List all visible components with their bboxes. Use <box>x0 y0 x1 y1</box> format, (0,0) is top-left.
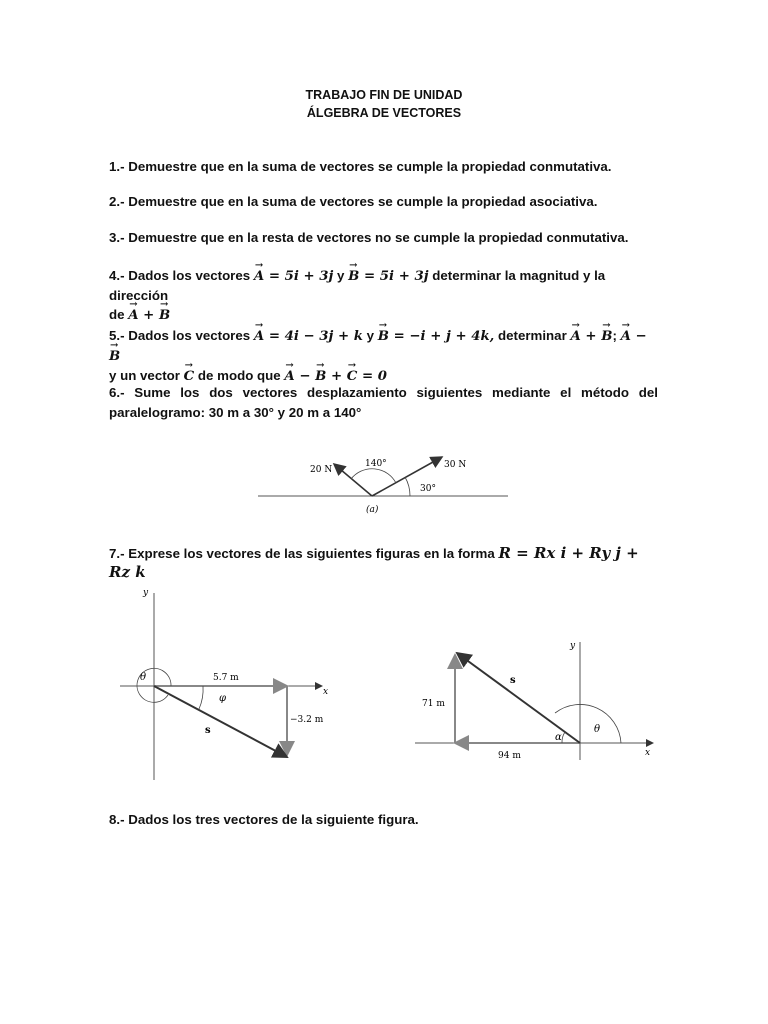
label-theta: θ <box>594 724 601 735</box>
label-alpha: α <box>555 732 562 743</box>
label-phi: φ <box>219 693 227 704</box>
arc-alpha <box>562 732 565 743</box>
problem-7: 7.- Exprese los vectores de las siguientes figuras en la forma R = Rx i + Ry j + Rz k <box>109 544 639 581</box>
vector-c: → C <box>184 367 195 386</box>
x-axis-label: x <box>323 687 329 697</box>
caption-a: (a) <box>366 505 379 515</box>
label-dx: 94 m <box>498 751 521 761</box>
formula-r: R = Rx i + Ry j + Rz k <box>109 544 639 581</box>
y-axis-label: y <box>143 588 149 598</box>
arc-theta <box>555 704 621 743</box>
arc-30 <box>405 477 410 496</box>
vector-b: → B <box>348 267 359 286</box>
vector-a: → A <box>254 267 264 286</box>
y-axis-label: y <box>570 641 576 651</box>
problem-2: 2.- Demuestre que en la suma de vectores se cumple la propiedad asociativa. <box>109 194 598 209</box>
label-s: s <box>205 725 211 736</box>
page-title: TRABAJO FIN DE UNIDAD <box>305 88 463 102</box>
figure-vector-right <box>410 638 660 763</box>
label-theta: θ <box>140 672 147 683</box>
label-dy: −3.2 m <box>290 715 324 725</box>
arc-140 <box>351 469 396 483</box>
problem-4: 4.- Dados los vectores → A = 5i + 3j y → B = 5i + 3j determinar la magnitud y la dirección de → A + → B <box>109 266 658 325</box>
label-20n: 20 N <box>310 465 333 475</box>
label-30: 30° <box>420 484 436 494</box>
label-dx: 5.7 m <box>213 673 239 683</box>
label-30n: 30 N <box>444 460 467 470</box>
label-s: s <box>510 675 516 686</box>
page-subtitle: ÁLGEBRA DE VECTORES <box>306 106 462 120</box>
vector-s <box>457 653 580 743</box>
problem-8: 8.- Dados los tres vectores de la siguiente figura. <box>109 812 419 827</box>
label-dy: 71 m <box>422 699 445 709</box>
arc-phi <box>199 686 203 709</box>
problem-3: 3.- Demuestre que en la resta de vectores no se cumple la propiedad conmutativa. <box>109 230 629 245</box>
problem-1: 1.- Demuestre que en la suma de vectores se cumple la propiedad conmutativa. <box>109 159 612 174</box>
figure-vector-left <box>115 585 345 785</box>
problem-5: 5.- Dados los vectores → A = 4i − 3j + k y → B = −i + j + 4k, determinar → A + → B; → A − → B y un vector → C de modo que → A − → B + → C = 0 <box>109 326 658 386</box>
figure-forces <box>250 450 520 520</box>
problem-6-line2: paralelogramo: 30 m a 30° y 20 m a 140° <box>109 405 362 420</box>
label-140: 140° <box>365 459 387 469</box>
problem-6-line1: 6.- Sume los dos vectores desplazamiento siguientes mediante el método del <box>109 385 658 400</box>
x-axis-label: x <box>645 748 651 758</box>
